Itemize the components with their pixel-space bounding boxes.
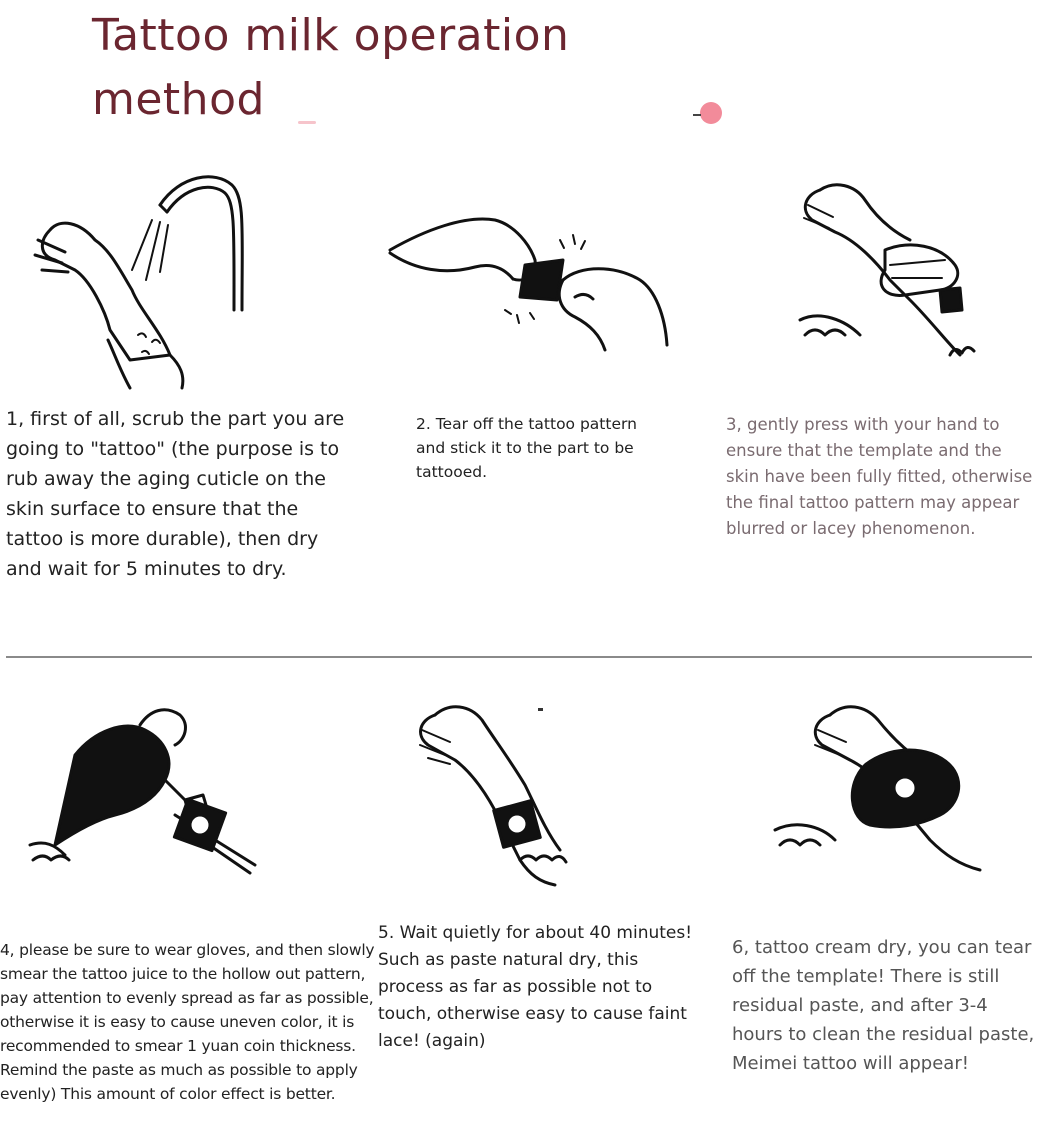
decorative-dash xyxy=(693,114,701,116)
section-divider xyxy=(6,656,1032,658)
page-title: Tattoo milk operation method xyxy=(92,10,570,125)
step-4-text: 4, please be sure to wear gloves, and then slowly smear the tattoo juice to the hollow out pattern, pay attention to evenly spread as far as possible, otherwise it is easy to cause uneven color, it is recommended to smear 1 yuan coin thickness. Remind the paste as much as possible to apply evenly) This amount of color effect is better. xyxy=(0,941,375,1103)
pressing-hand-illustration xyxy=(790,170,980,365)
applying-juice-illustration xyxy=(25,695,265,895)
step-2-text: 2. Tear off the tattoo pattern and stick it to the part to be tattooed. xyxy=(416,415,637,481)
decorative-dash xyxy=(298,121,316,124)
step-5-text: 5. Wait quietly for about 40 minutes! Such as paste natural dry, this process as far as possible not to touch, otherwise easy to cause faint lace! (again) xyxy=(378,923,693,1051)
washing-hand-illustration xyxy=(20,160,260,400)
step-1-text: 1, first of all, scrub the part you are going to "tattoo" (the purpose is to rub away the aging cuticle on the skin surface to ensure that the tattoo is more durable), then dry and wait for 5 minutes to dry. xyxy=(6,408,345,580)
decorative-dot xyxy=(700,102,722,124)
step-6-text: 6, tattoo cream dry, you can tear off the template! There is still residual paste, and after 3-4 hours to clean the residual paste, Meimei tattoo will appear! xyxy=(732,937,1035,1074)
waiting-hand-illustration xyxy=(410,690,585,890)
tearing-tattoo-illustration xyxy=(385,205,670,355)
removing-template-illustration xyxy=(770,690,995,885)
step-3-text: 3, gently press with your hand to ensure that the template and the skin have been fully fitted, otherwise the final tattoo pattern may appear blurred or lacey phenomenon. xyxy=(726,415,1033,538)
